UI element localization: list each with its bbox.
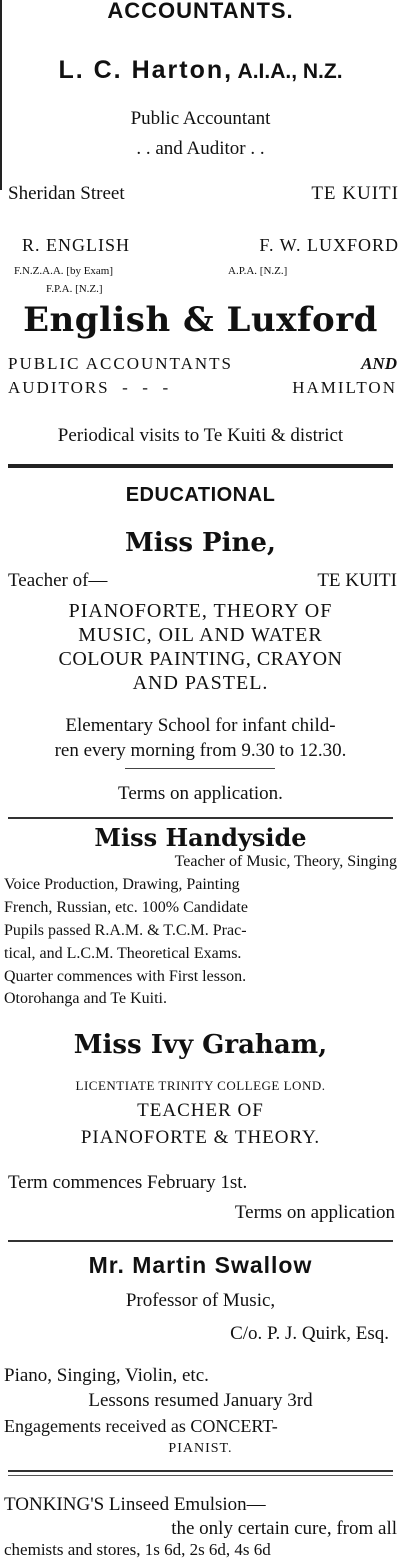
swallow-lessons: Lessons resumed January 3rd: [88, 1390, 313, 1411]
firm-desc-line1: PUBLIC ACCOUNTANTS: [8, 354, 233, 373]
pine-subjects-2: MUSIC, OIL AND WATER: [78, 624, 323, 646]
divider-swallow-tonking-1: [8, 1470, 393, 1472]
handyside-line1: Teacher of Music, Theory, Singing: [174, 853, 397, 870]
graham-licentiate: LICENTIATE TRINITY COLLEGE LOND.: [75, 1078, 326, 1093]
graham-teacher-1: TEACHER OF: [137, 1100, 264, 1121]
graham-terms: Terms on application: [234, 1202, 395, 1223]
harton-line1: Public Accountant: [130, 108, 271, 129]
section-divider: [8, 464, 393, 468]
graham-teacher-2: PIANOFORTE & THEORY.: [80, 1127, 321, 1148]
harton-quals: A.I.A., N.Z.: [237, 60, 343, 83]
divider-pine-handyside: [8, 817, 393, 819]
harton-town: TE KUITI: [311, 183, 399, 204]
handyside-line6: Quarter commences with First lesson.: [4, 968, 247, 985]
partner-english: R. ENGLISH: [22, 235, 130, 255]
pine-town: TE KUITI: [317, 570, 397, 591]
pine-subjects-1: PIANOFORTE, THEORY OF: [68, 600, 333, 622]
pine-subjects-4: AND PASTEL.: [132, 672, 269, 694]
english-quals-2: F.P.A. [N.Z.]: [46, 283, 103, 295]
handyside-line7: Otorohanga and Te Kuiti.: [4, 990, 167, 1007]
swallow-professor: Professor of Music,: [125, 1290, 276, 1311]
swallow-name: Mr. Martin Swallow: [88, 1252, 313, 1278]
swallow-engagements-1: Engagements received as CONCERT-: [4, 1416, 278, 1436]
tonking-line1: TONKING'S Linseed Emulsion—: [4, 1494, 266, 1515]
column-edge-line: [0, 0, 2, 190]
handyside-name: Miss Handyside: [94, 823, 307, 852]
pine-school-2: ren every morning from 9.30 to 12.30.: [54, 740, 347, 761]
accountants-heading: ACCOUNTANTS.: [107, 0, 294, 23]
graham-term: Term commences February 1st.: [8, 1172, 248, 1193]
pine-rule: [125, 768, 275, 769]
swallow-instruments: Piano, Singing, Violin, etc.: [4, 1365, 209, 1386]
periodical-visits: Periodical visits to Te Kuiti & district: [57, 425, 344, 446]
luxford-quals: A.P.A. [N.Z.]: [228, 265, 288, 277]
swallow-care-of: C/o. P. J. Quirk, Esq.: [230, 1323, 389, 1344]
pine-teacher: Teacher of—: [8, 570, 108, 591]
harton-name-line: [0, 56, 401, 85]
tonking-line2: the only certain cure, from all: [171, 1518, 397, 1539]
graham-name: Miss Ivy Graham,: [73, 1030, 328, 1060]
harton-name: L. C. Harton,: [58, 56, 234, 84]
tonking-line3: chemists and stores, 1s 6d, 2s 6d, 4s 6d: [4, 1540, 271, 1559]
handyside-line3: French, Russian, etc. 100% Candidate: [4, 899, 248, 916]
english-quals-1: F.N.Z.A.A. [by Exam]: [14, 265, 114, 277]
firm-desc-and: AND: [361, 354, 397, 373]
firm-desc-hamilton: HAMILTON: [292, 378, 397, 397]
harton-street: Sheridan Street: [8, 183, 125, 204]
english-luxford-firm: English & Luxford: [23, 300, 378, 340]
pine-subjects-3: COLOUR PAINTING, CRAYON: [58, 648, 343, 670]
handyside-line5: tical, and L.C.M. Theoretical Exams.: [4, 945, 242, 962]
educational-heading: EDUCATIONAL: [125, 484, 276, 506]
handyside-line2: Voice Production, Drawing, Painting: [4, 876, 240, 893]
swallow-engagements-2: PIANIST.: [168, 1441, 233, 1456]
divider-swallow-tonking-2: [8, 1475, 393, 1476]
pine-name: Miss Pine,: [125, 528, 276, 558]
handyside-line4: Pupils passed R.A.M. & T.C.M. Prac-: [4, 922, 247, 939]
divider-graham-swallow: [8, 1240, 393, 1242]
pine-terms: Terms on application.: [118, 783, 283, 804]
harton-line2: . . and Auditor . .: [136, 138, 265, 159]
partner-luxford: F. W. LUXFORD: [259, 235, 399, 255]
firm-desc-line2: AUDITORS - - -: [8, 378, 171, 397]
pine-school-1: Elementary School for infant child-: [65, 715, 336, 736]
